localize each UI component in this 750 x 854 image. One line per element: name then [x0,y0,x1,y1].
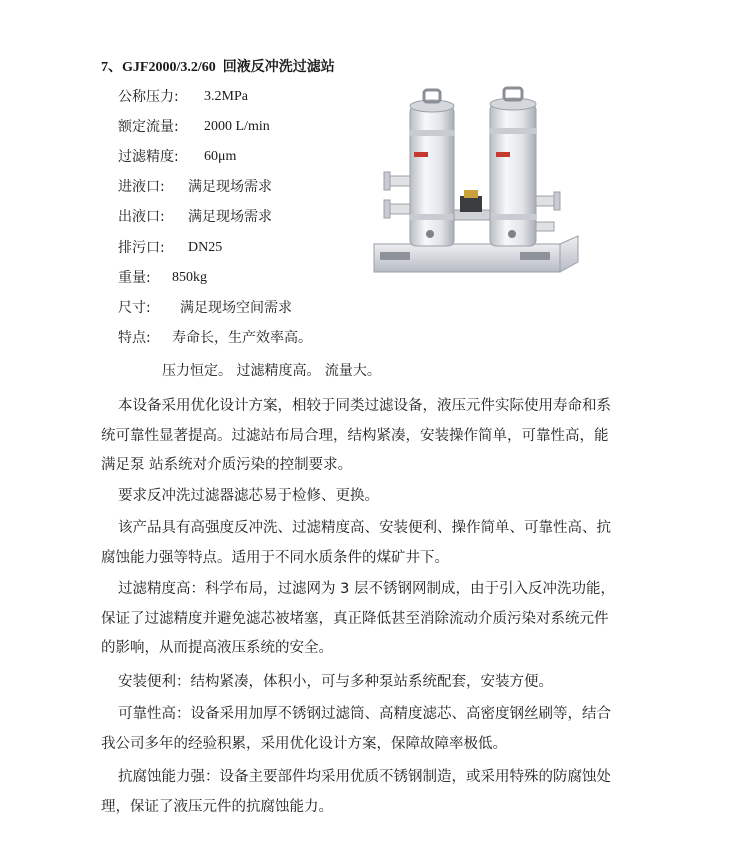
spec-value: 60μm [204,149,237,164]
spec-row-outlet [118,206,272,228]
text-line: 该产品具有高强度反冲洗、过滤精度高、安装便利、操作简单、可靠性高、抗 [118,520,611,536]
spec-value: 2000 L/min [204,119,270,134]
paragraph-reliability [101,700,661,759]
text-line: 我公司多年的经验积累，采用优化设计方案，保障故障率极低。 [101,735,507,752]
spec-row-inlet [118,176,272,198]
spec-label: 排污口: [118,240,165,256]
paragraph-installation [101,668,661,698]
features-text: 压力恒定。 过滤精度高。 流量大。 [162,363,381,379]
product-title [101,56,335,76]
spec-label: 进液口: [118,179,165,195]
spec-value: 3.2MPa [204,89,248,104]
spec-row-flow [118,116,270,138]
spec-row-size [118,297,292,319]
spec-label: 公称压力: [118,89,179,105]
spec-value: 寿命长，生产效率高。 [172,330,312,346]
spec-value: 850kg [172,270,207,285]
text-line: 腐蚀能力强等特点。适用于不同水质条件的煤矿井下。 [101,549,449,566]
product-name: 回液反冲洗过滤站 [222,59,335,75]
spec-value: 满足现场需求 [188,209,272,225]
spec-label: 出液口: [118,209,165,225]
spec-label: 尺寸: [118,300,151,316]
product-photo [370,86,582,276]
filter-station-illustration [370,86,582,276]
spec-row-weight [118,267,207,289]
spec-value: 满足现场需求 [188,179,272,195]
text-line: 理，保证了液压元件的抗腐蚀能力。 [101,798,333,815]
paragraph-maintenance [101,482,661,512]
spec-value: 满足现场空间需求 [180,300,292,316]
text-line: 统可靠性显著提高。过滤站布局合理，结构紧凑，安装操作简单，可靠性高，能 [101,427,609,444]
spec-label: 特点: [118,330,151,346]
text-line: 满足泵 站系统对介质污染的控制要求。 [101,457,353,473]
spec-value: DN25 [188,240,223,255]
paragraph-overview [101,392,661,481]
spec-label: 重量: [118,270,151,286]
spec-row-features [118,327,312,349]
text-line: 本设备采用优化设计方案，相较于同类过滤设备，液压元件实际使用寿命和系 [118,398,611,414]
paragraph-features [101,514,661,573]
spec-label: 过滤精度: [118,149,179,165]
text-line: 的影响，从而提高液压系统的安全。 [101,640,333,656]
spec-label: 额定流量: [118,119,179,135]
spec-row-pressure [118,86,248,108]
paragraph-precision [101,575,661,664]
paragraph-corrosion [101,763,661,822]
product-model: 7、GJF2000/3.2/60 [101,60,216,75]
text-line: 可靠性高：设备采用加厚不锈钢过滤筒、高精度滤芯、高密度钢丝刷等，结合 [118,706,611,722]
text-line: 安装便利：结构紧凑，体积小，可与多种泵站系统配套，安装方便。 [118,674,553,690]
text-line: 要求反冲洗过滤器滤芯易于检修、更换。 [118,488,379,504]
text-line: 抗腐蚀能力强：设备主要部件均采用优质不锈钢制造，或采用特殊的防腐蚀处 [118,769,611,785]
spec-row-drain [118,237,223,259]
text-line: 过滤精度高：科学布局，过滤网为 3 层不锈钢网制成，由于引入反冲洗功能， [118,581,615,597]
features-line-2 [162,360,381,382]
text-line: 保证了过滤精度并避免滤芯被堵塞，真正降低甚至消除流动介质污染对系统元件 [101,610,609,627]
spec-row-precision [118,146,237,168]
